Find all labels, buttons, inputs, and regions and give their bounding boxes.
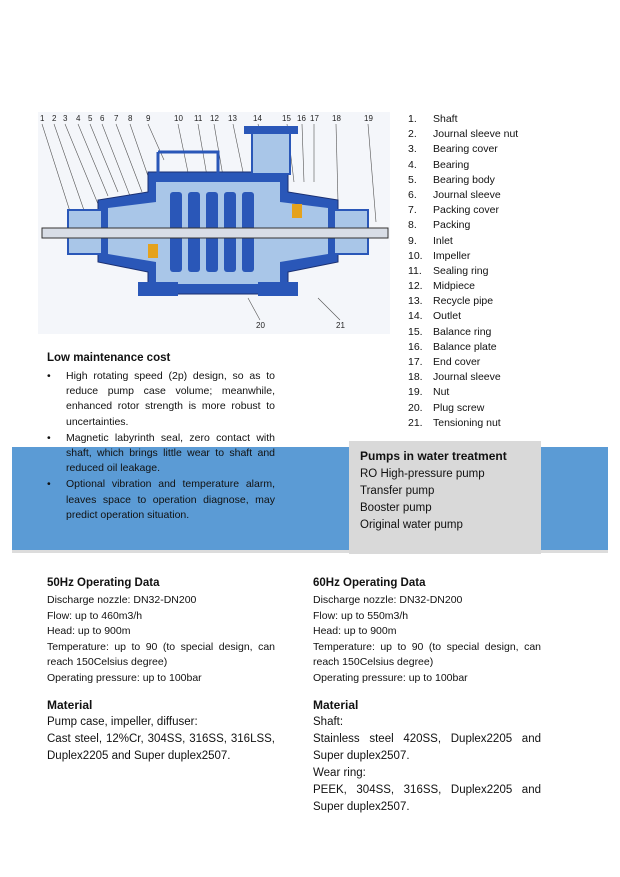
list-item: Discharge nozzle: DN32-DN200 [313, 594, 463, 606]
list-item: Head: up to 900m [47, 625, 131, 637]
list-item: 19. Nut [408, 386, 450, 399]
callout-10: 10 [174, 114, 183, 123]
callout-15: 15 [282, 114, 291, 123]
callout-16: 16 [297, 114, 306, 123]
list-item: Transfer pump [360, 485, 435, 497]
list-item: 11. Sealing ring [408, 264, 489, 277]
wear-ring-label: Wear ring: [313, 767, 366, 779]
list-item: 1. Shaft [408, 113, 458, 125]
water-treatment-title: Pumps in water treatment [360, 449, 507, 463]
list-item: 8. Packing [408, 219, 471, 232]
list-item: 3. Bearing cover [408, 143, 498, 156]
material-left-text: Cast steel, 12%Cr, 304SS, 316SS, 316LSS, Duplex2205 and Super duplex2507. [47, 733, 275, 762]
list-item: 10. Impeller [408, 249, 471, 262]
callout-18: 18 [332, 114, 341, 123]
list-item: 9. Inlet [408, 234, 453, 247]
callout-4: 4 [76, 114, 81, 123]
callout-6: 6 [100, 114, 105, 123]
callout-9: 9 [146, 114, 151, 123]
list-item: • High rotating speed (2p) design, so as to reduce pump case volume; meanwhile, enhanced rotor strength is more robust to uncertainties. [47, 370, 275, 428]
low-maintenance-title: Low maintenance cost [47, 352, 171, 364]
list-item: 18. Journal sleeve [408, 371, 501, 384]
list-item: 13. Recycle pipe [408, 295, 494, 308]
callout-2: 2 [52, 114, 57, 123]
material-left-title: Material [47, 698, 93, 712]
callout-17: 17 [310, 114, 319, 123]
list-item: 12. Midpiece [408, 280, 476, 293]
list-item: • Optional vibration and temperature alarm, leaves space to operation diagnose, may predict operation situation. [47, 478, 275, 521]
material-right-body [313, 714, 541, 816]
pump-cross-section-diagram [38, 112, 390, 334]
list-item: Flow: up to 460m3/h [47, 609, 143, 622]
low-maintenance-list [47, 369, 275, 524]
list-item: Booster pump [360, 502, 432, 514]
list-item: 15. Balance ring [408, 325, 492, 338]
list-item: • Magnetic labyrinth seal, zero contact with shaft, which brings little wear to shaft and reduced oil leakage. [47, 431, 275, 475]
shaft-label: Shaft: [313, 716, 344, 728]
shaft [42, 228, 388, 238]
callout-14: 14 [253, 114, 262, 123]
callout-19: 19 [364, 114, 373, 123]
list-item: Head: up to 900m [313, 625, 397, 637]
list-item: 14. Outlet [408, 310, 462, 323]
list-item: 16. Balance plate [408, 340, 497, 353]
list-item: Temperature: up to 90 (to special design, can reach 150Celsius degree) [47, 640, 275, 668]
op60-list [313, 593, 541, 686]
callout-7: 7 [114, 114, 119, 123]
op60-title: 60Hz Operating Data [313, 577, 426, 589]
list-item: 7. Packing cover [408, 204, 499, 217]
op50-list [47, 593, 275, 686]
bullet: • [47, 370, 51, 382]
wear-ring-text: PEEK, 304SS, 316SS, Duplex2205 and Super duplex2507. [313, 784, 541, 813]
op50-title: 50Hz Operating Data [47, 577, 160, 589]
list-item: Operating pressure: up to 100bar [313, 671, 468, 684]
bullet: • [47, 431, 51, 444]
list-item: Temperature: up to 90 (to special design, can reach 150Celsius degree) [313, 640, 541, 668]
callout-12: 12 [210, 114, 219, 123]
callout-21: 21 [336, 321, 345, 330]
shaft-text: Stainless steel 420SS, Duplex2205 and Super duplex2507. [313, 733, 541, 762]
list-item: RO High-pressure pump [360, 468, 485, 480]
water-treatment-list [360, 466, 485, 534]
callout-11: 11 [194, 114, 203, 123]
material-right-title: Material [313, 698, 359, 712]
callout-1: 1 [40, 114, 45, 123]
bullet: • [47, 478, 51, 491]
list-item: Flow: up to 550m3/h [313, 609, 409, 622]
callout-5: 5 [88, 114, 93, 123]
callout-3: 3 [63, 114, 68, 123]
list-item: 6. Journal sleeve [408, 188, 501, 201]
list-item: Operating pressure: up to 100bar [47, 671, 202, 684]
callout-8: 8 [128, 114, 133, 123]
list-item: 17. End cover [408, 356, 481, 368]
list-item: 2. Journal sleeve nut [408, 128, 519, 141]
list-item: 5. Bearing body [408, 173, 495, 186]
callout-13: 13 [228, 114, 237, 123]
list-item: 20. Plug screw [408, 401, 485, 414]
material-left-subtitle: Pump case, impeller, diffuser: [47, 716, 198, 728]
callout-20: 20 [256, 321, 265, 330]
list-item: 21. Tensioning nut [408, 416, 501, 429]
parts-list [408, 112, 608, 431]
material-left-body [47, 714, 275, 765]
list-item: Original water pump [360, 519, 463, 531]
list-item: 4. Bearing [408, 158, 470, 171]
list-item: Discharge nozzle: DN32-DN200 [47, 594, 197, 606]
